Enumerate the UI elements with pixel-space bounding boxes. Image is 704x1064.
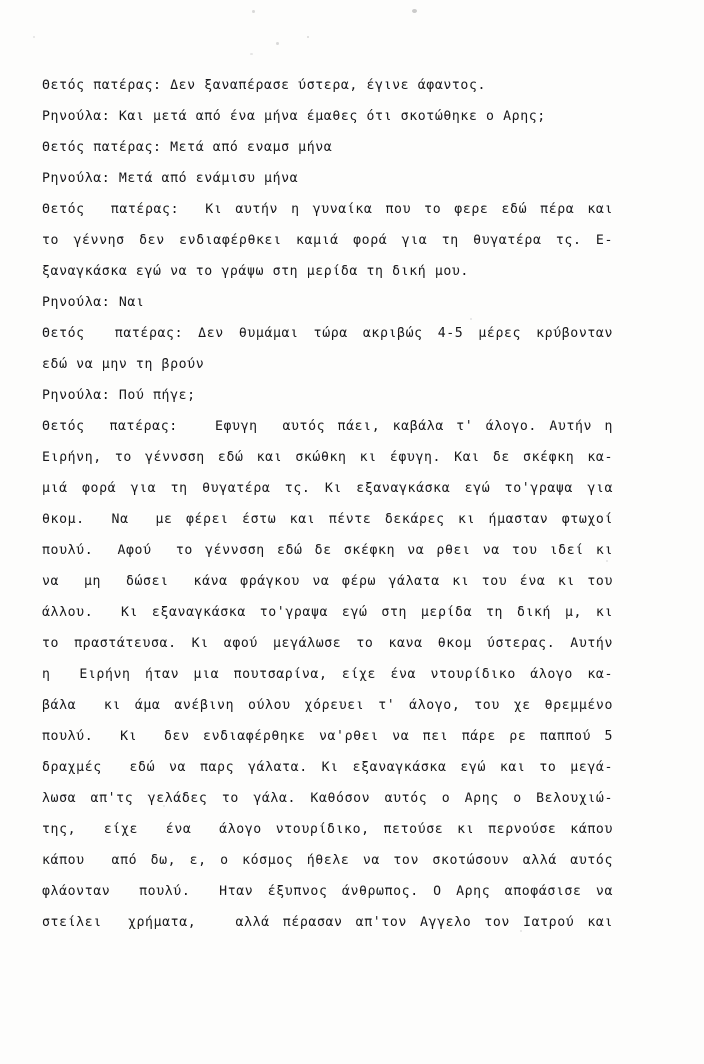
dialogue-line: Ρηνούλα: Μετά από ενάμισυ μήνα — [42, 171, 299, 186]
scan-speckle — [250, 53, 253, 55]
paragraph-line-text: κάπου από δω, ε, ο κόσμος ήθελε να τον σκοτώσουν αλλά αυτός — [42, 853, 613, 868]
paragraph-line — [42, 721, 613, 752]
paragraph-line — [42, 194, 613, 225]
paragraph-line — [42, 597, 613, 628]
paragraph-line — [42, 783, 613, 814]
dialogue-line: Θετός πατέρας: Δεν ξαναπέρασε ύστερα, έγινε άφαντος. — [42, 78, 487, 93]
paragraph-line — [42, 845, 613, 876]
paragraph-line — [42, 504, 613, 535]
dialogue-line: Ρηνούλα: Και μετά από ένα μήνα έμαθες ότι σκοτώθηκε ο Αρης; — [42, 109, 546, 124]
scan-speckle — [412, 9, 417, 13]
paragraph-line-text: Θετός πατέρας: Εφυγη αυτός πάει, καβάλα τ' άλογο. Αυτήν η — [42, 419, 613, 434]
paragraph-line-text: Ειρήνη, το γέννσση εδώ και σκώθκη κι έφυγη. Και δε σκέφκη κα- — [42, 450, 613, 465]
paragraph-line-text: μιά φορά για τη θυγατέρα τς. Κι εξαναγκάσκα εγώ το'γραψα για — [42, 481, 613, 496]
paragraph-line — [42, 752, 613, 783]
paragraph-line — [42, 907, 613, 938]
paragraph-line — [42, 473, 613, 504]
dialogue-line: Ρηνούλα: Ναι — [42, 295, 145, 310]
paragraph-line — [42, 411, 613, 442]
paragraph-line-text: Θετός πατέρας: Δεν θυμάμαι τώρα ακριβώς 4-5 μέρες κρύβονταν — [42, 326, 613, 341]
transcript-body — [42, 70, 613, 938]
paragraph-line-text: της, είχε ένα άλογο ντουρίδικο, πετούσε κι περνούσε κάπου — [42, 822, 613, 837]
dialogue-line: Ρηνούλα: Πού πήγε; — [42, 388, 196, 403]
paragraph-line — [42, 442, 613, 473]
paragraph-line — [42, 318, 613, 349]
paragraph-line — [42, 566, 613, 597]
paragraph-line-text: εδώ να μην τη βρούν — [42, 357, 205, 372]
paragraph-line-text: πουλύ. Κι δεν ενδιαφέρθηκε να'ρθει να πει πάρε ρε παππού 5 — [42, 729, 613, 744]
scan-speckle — [252, 10, 255, 13]
paragraph-line — [42, 876, 613, 907]
paragraph-line-text: άλλου. Κι εξαναγκάσκα το'γραψα εγώ στη μερίδα τη δική μ, κι — [42, 605, 613, 620]
scan-speckle — [276, 42, 279, 45]
paragraph-line-text: βάλα κι άμα ανέβινη ούλου χόρευει τ' άλογο, του χε θρεμμένο — [42, 698, 613, 713]
paragraph-line-text: λωσα απ'τς γελάδες το γάλα. Καθόσον αυτός ο Αρης ο Βελουχιώ- — [42, 791, 613, 806]
paragraph-line-text: ξαναγκάσκα εγώ να το γράψω στη μερίδα τη δική μου. — [42, 264, 469, 279]
paragraph-line-text: δραχμές εδώ να παρς γάλατα. Κι εξαναγκάσκα εγώ και το μεγά- — [42, 760, 613, 775]
paragraph-line — [42, 814, 613, 845]
paragraph-line-text: στείλει χρήματα, αλλά πέρασαν απ'τον Αγγελο τον Ιατρού και — [42, 915, 613, 930]
paragraph-line-text: η Ειρήνη ήταν μια πουτσαρίνα, είχε ένα ντουρίδικο άλογο κα- — [42, 667, 613, 682]
paragraph-line-text: θκομ. Να με φέρει έστω και πέντε δεκάρες κι ήμασταν φτωχοί — [42, 512, 613, 527]
paragraph-line — [42, 690, 613, 721]
paragraph-line — [42, 349, 613, 380]
paragraph-line-text: το γέννησ δεν ενδιαφέρθκει καμιά φορά για τη θυγατέρα τς. Ε- — [42, 233, 613, 248]
paragraph-line-text: να μη δώσει κάνα φράγκου να φέρω γάλατα κι του ένα κι του — [42, 574, 613, 589]
dialogue-line: Θετός πατέρας: Μετά από εναμσ μήνα — [42, 140, 333, 155]
paragraph-line — [42, 256, 613, 287]
paragraph-line-text: το πραστάτευσα. Κι αφού μεγάλωσε το κανα θκομ ύστερας. Αυτήν — [42, 636, 613, 651]
paragraph-line-text: φλάονταν πουλύ. Ηταν έξυπνος άνθρωπος. Ο Αρης αποφάσισε να — [42, 884, 613, 899]
paragraph-line — [42, 535, 613, 566]
scan-speckle — [307, 36, 309, 38]
paragraph-line — [42, 659, 613, 690]
paragraph-line-text: πουλύ. Αφού το γέννσση εδώ δε σκέφκη να ρθει να του ιδεί κι — [42, 543, 613, 558]
paragraph-line — [42, 225, 613, 256]
paragraph-line — [42, 628, 613, 659]
paragraph-line-text: Θετός πατέρας: Κι αυτήν η γυναίκα που το φερε εδώ πέρα και — [42, 202, 613, 217]
scan-speckle — [33, 36, 35, 38]
